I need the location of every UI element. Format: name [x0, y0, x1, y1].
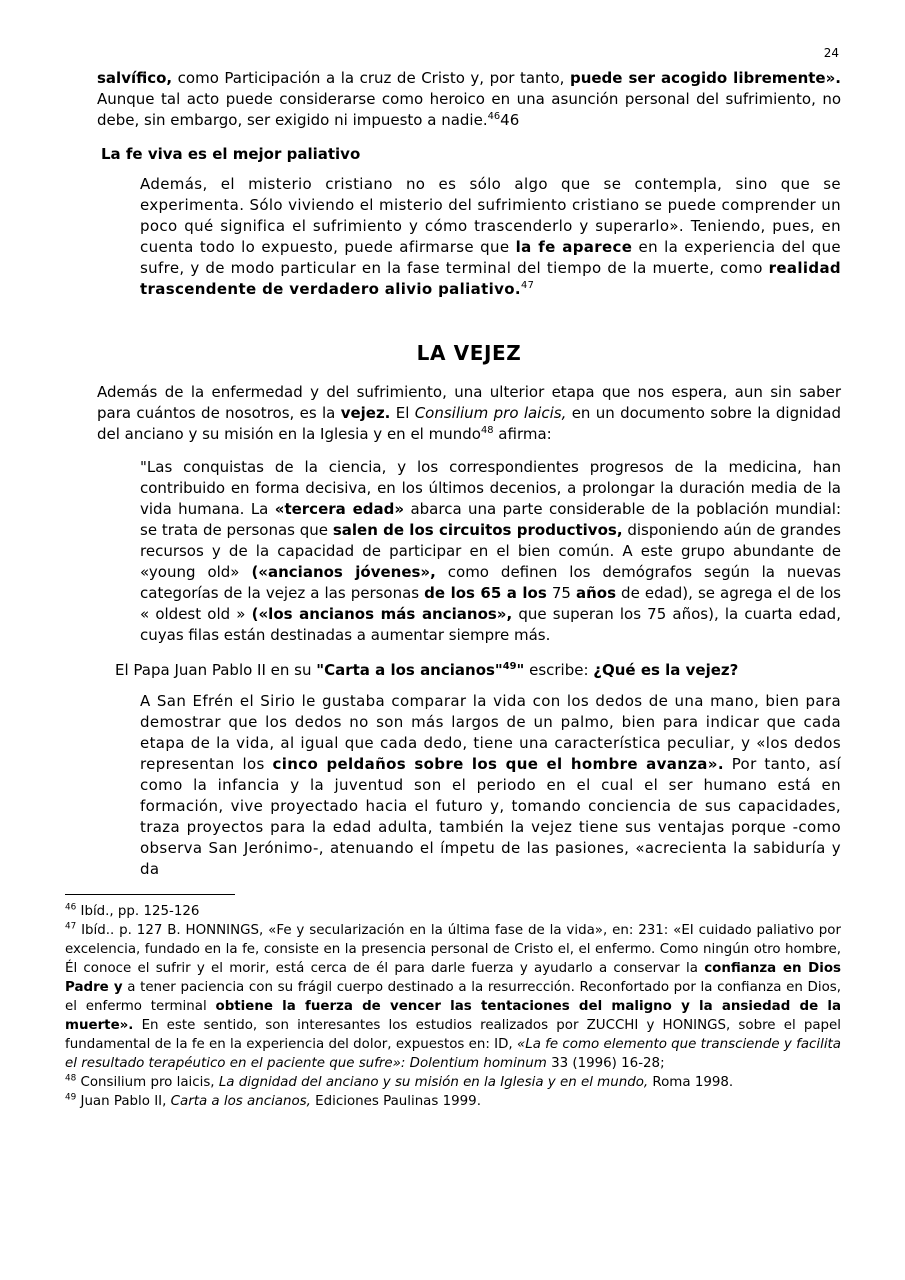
- document-body: [65, 68, 841, 1111]
- text-run: como definen los demógrafos según la nuevas categorías de la vejez a las personas: [140, 563, 841, 602]
- text-run: obtiene la fuerza de vencer las tentaciones del maligno y la ansiedad de la muerte».: [65, 999, 841, 1033]
- paragraph: [140, 457, 841, 646]
- text-run: 33 (1996) 16-28;: [546, 1056, 665, 1071]
- text-run: Juan Pablo II,: [76, 1094, 171, 1109]
- paragraph: [140, 691, 841, 880]
- text-run: años: [575, 584, 617, 602]
- section-heading: [101, 144, 841, 165]
- text-run: Carta a los ancianos,: [170, 1094, 311, 1109]
- section-title: [97, 340, 841, 366]
- text-run: Por tanto, así como la infancia y la juventud son el periodo en el cual el ser humano está en formación, vive proyectado hacia el futuro y, tomando conciencia de sus capacidades, traza proyectos para la edad adulta, también la vejez tiene sus ventajas porque -como observa San Jerónimo-, atenuando el ímpetu de las pasiones, «acrecienta la sabiduría y da: [140, 755, 841, 878]
- text-run: Aunque tal acto puede considerarse como heroico en una asunción personal del sufrimiento, no debe, sin embargo, ser exigido ni impuesto a nadie.: [97, 90, 841, 129]
- paragraph: [97, 382, 841, 445]
- footnote-ref: 49: [65, 1092, 77, 1103]
- text-run: "Carta a los ancianos": [316, 661, 503, 679]
- text-run: confianza en Dios Padre y: [65, 961, 841, 995]
- text-run: Además, el misterio cristiano no es sólo algo que se contempla, sino que se experimenta. Sólo viviendo el misterio del sufrimiento cristiano se puede comprender un poco qué significa el sufrimiento y cómo trascenderlo y superarlo». Teniendo, pues, en cuenta todo lo expuesto, puede afirmarse que: [140, 175, 841, 256]
- footnote-ref: 47: [520, 280, 535, 291]
- text-run: en un documento sobre la dignidad del anciano y su misión en la Iglesia y en el mundo: [97, 404, 841, 443]
- text-run: ": [516, 661, 525, 679]
- text-run: Consilium pro laicis,: [414, 404, 567, 422]
- text-run: de edad), se agrega el de los « oldest old »: [140, 584, 841, 623]
- text-run: Además de la enfermedad y del sufrimiento, una ulterior etapa que nos espera, aun sin saber para cuántos de nosotros, es la: [97, 383, 841, 422]
- footnote-ref: 48: [65, 1073, 77, 1084]
- footnote-ref: 48: [480, 425, 494, 436]
- paragraph: [115, 660, 841, 681]
- text-run: vejez.: [340, 404, 391, 422]
- text-run: escribe:: [524, 661, 594, 679]
- text-run: El: [390, 404, 415, 422]
- text-run: Ibíd.. p. 127 B. HONNINGS, «Fe y secularización en la última fase de la vida», en: 231: «EI cuidado paliativo por excelencia, fundado en la fe, consiste en la presencia personal de Cristo el, el enfermo. Como ningún otro hombre, Él conoce el sufrir y el morir, está cerca de él para darle fuerza y ayudarlo a conservar la: [65, 923, 841, 976]
- text-run: LA VEJEZ: [416, 341, 522, 365]
- footnote: [65, 921, 841, 1073]
- footnote: [65, 1073, 841, 1092]
- text-run: "Las conquistas de la ciencia, y los correspondientes progresos de la medicina, han contribuido en forma decisiva, en los últimos decenios, a prolongar la duración media de la vida humana. La: [140, 458, 841, 518]
- text-run: «tercera edad»: [274, 500, 405, 518]
- text-run: salen de los circuitos productivos,: [332, 521, 623, 539]
- footnote-ref: 46: [65, 902, 77, 913]
- text-run: puede ser acogido libremente».: [569, 69, 841, 87]
- text-run: ¿Qué es la vejez?: [593, 661, 739, 679]
- text-run: como Participación a la cruz de Cristo y, por tanto,: [172, 69, 570, 87]
- text-run: salvífico,: [97, 69, 173, 87]
- footnote: [65, 1092, 841, 1111]
- text-run: cinco peldaños sobre los que el hombre avanza».: [272, 755, 724, 773]
- text-run: La dignidad del anciano y su misión en la Iglesia y en el mundo,: [218, 1075, 649, 1090]
- footnote-ref: 47: [65, 921, 77, 932]
- text-run: a tener paciencia con su frágil cuerpo destinado a la resurrección. Reconfortado por la confianza en Dios, el enfermo terminal: [65, 980, 842, 1014]
- text-run: 46: [500, 111, 520, 129]
- text-run: Ibíd., pp. 125-126: [76, 904, 200, 919]
- text-run: 75: [546, 584, 576, 602]
- footnote-separator: [65, 894, 235, 895]
- footnote: [65, 902, 841, 921]
- text-run: la fe aparece: [515, 238, 633, 256]
- text-run: realidad trascendente de verdadero alivio paliativo.: [140, 259, 841, 298]
- text-run: en la experiencia del que sufre, y de modo particular en la fase terminal del tiempo de la muerte, como: [140, 238, 842, 277]
- text-run: («los ancianos más ancianos»,: [251, 605, 513, 623]
- footnote-ref: 49: [502, 661, 517, 672]
- text-run: («ancianos jóvenes»,: [251, 563, 436, 581]
- footnote-ref: 46: [487, 111, 501, 122]
- text-run: El Papa Juan Pablo II en su: [115, 661, 317, 679]
- text-run: Ediciones Paulinas 1999.: [310, 1094, 481, 1109]
- text-run: Consilium pro laicis,: [76, 1075, 219, 1090]
- text-run: Roma 1998.: [648, 1075, 734, 1090]
- text-run: disponiendo aún de grandes recursos y de la capacidad de participar en el bien común. A este grupo abundante de «young old»: [140, 521, 841, 581]
- text-run: «La fe como elemento que transciende y facilita el resultado terapéutico en el paciente que sufre»: Dolentium hominum: [65, 1037, 842, 1071]
- text-run: A San Efrén el Sirio le gustaba comparar la vida con los dedos de una mano, bien para demostrar que los dedos no son más largos de un palmo, bien para indicar que cada etapa de la vida, al igual que cada dedo, tiene una característica peculiar, y «los dedos representan los: [140, 692, 841, 773]
- paragraph: [97, 68, 841, 131]
- text-run: de los 65 a los: [424, 584, 547, 602]
- text-run: que superan los 75 años), la cuarta edad, cuyas filas están destinadas a aumentar siempre más.: [140, 605, 841, 644]
- page-number: 24: [823, 46, 839, 60]
- paragraph: [140, 174, 841, 300]
- text-run: En este sentido, son interesantes los estudios realizados por ZUCCHI y HONINGS, sobre el papel fundamental de la fe en la experiencia del dolor, expuestos en: ID,: [65, 1018, 841, 1052]
- text-run: abarca una parte considerable de la población mundial: se trata de personas que: [140, 500, 841, 539]
- text-run: afirma:: [493, 425, 552, 443]
- text-run: La fe viva es el mejor paliativo: [101, 145, 361, 163]
